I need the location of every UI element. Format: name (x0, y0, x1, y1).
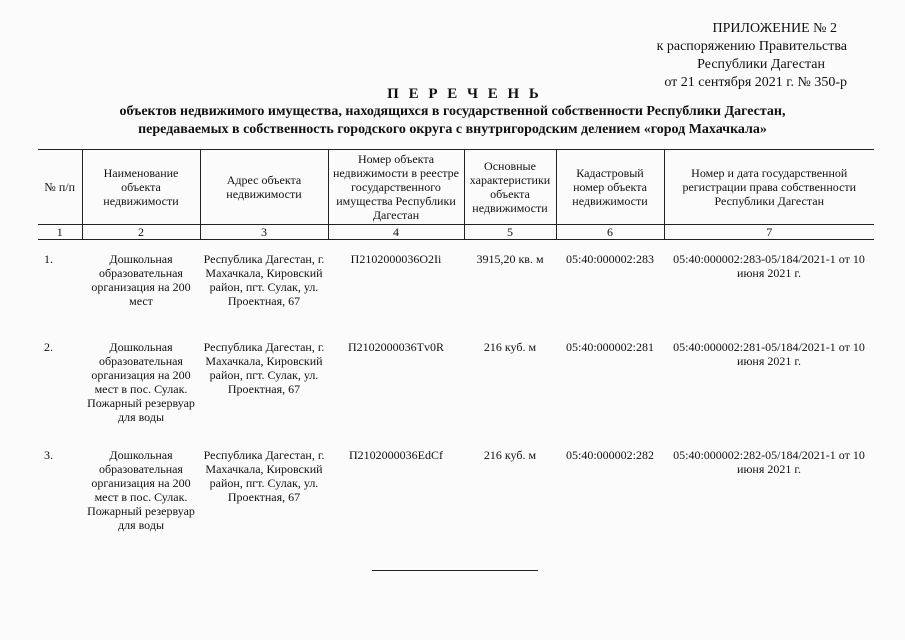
column-number-row (38, 225, 874, 240)
column-number: 1 (38, 225, 82, 240)
header-cadastral-number: Кадастровый номер объекта недвижимости (556, 150, 664, 225)
registration-record: 05:40:000002:281-05/184/2021-1 от 10 июня 2021 г. (673, 340, 865, 368)
row-number: 1. (44, 252, 53, 266)
object-characteristics: 216 куб. м (483, 340, 537, 354)
row-number: 3. (44, 448, 53, 462)
cadastral-number: 05:40:000002:281 (565, 340, 654, 354)
cadastral-number: 05:40:000002:283 (565, 252, 654, 266)
table-row (38, 240, 874, 329)
object-characteristics: 216 куб. м (483, 448, 537, 462)
table-header-row (38, 150, 874, 225)
header-characteristics: Основные характеристики объекта недвижимости (464, 150, 556, 225)
closing-line (372, 570, 538, 571)
header-registration: Номер и дата государственной регистрации права собственности Республики Дагестан (664, 150, 874, 225)
cadastral-number: 05:40:000002:282 (565, 448, 654, 462)
object-name: Дошкольная образовательная организация на 200 мест (91, 252, 191, 308)
column-number: 4 (328, 225, 464, 240)
column-number: 5 (464, 225, 556, 240)
header-number: № п/п (38, 150, 82, 225)
header-address: Адрес объекта недвижимости (200, 150, 328, 225)
header-registry-number: Номер объекта недвижимости в реестре государственного имущества Республики Дагестан (328, 150, 464, 225)
table-row (38, 436, 874, 532)
registration-record: 05:40:000002:283-05/184/2021-1 от 10 июня 2021 г. (673, 252, 865, 280)
appendix-date: от 21 сентября 2021 г. № 350-р (664, 75, 847, 90)
object-name: Дошкольная образовательная организация на 200 мест в пос. Сулак. Пожарный резервуар для воды (87, 340, 195, 424)
document-subtitle-line2: передаваемых в собственность городского округа с внутригородским делением «город Махачкала» (138, 122, 767, 137)
row-number: 2. (44, 340, 53, 354)
object-address: Республика Дагестан, г. Махачкала, Кировский район, пгт. Сулак, ул. Проектная, 67 (203, 340, 325, 396)
column-number: 2 (82, 225, 200, 240)
appendix-government: Республики Дагестан (697, 57, 825, 72)
property-table (38, 149, 874, 532)
column-number: 6 (556, 225, 664, 240)
document-title: П Е Р Е Ч Е Н Ь (387, 86, 542, 102)
appendix-reference: к распоряжению Правительства (656, 39, 847, 54)
registry-number: П2102000036O2Ii (350, 252, 442, 266)
table-row (38, 328, 874, 436)
object-characteristics: 3915,20 кв. м (476, 252, 544, 266)
object-address: Республика Дагестан, г. Махачкала, Кировский район, пгт. Сулак, ул. Проектная, 67 (203, 252, 325, 308)
column-number: 3 (200, 225, 328, 240)
registration-record: 05:40:000002:282-05/184/2021-1 от 10 июня 2021 г. (673, 448, 865, 476)
document-subtitle-line1: объектов недвижимого имущества, находящихся в государственной собственности Республики Дагестан, (119, 104, 786, 119)
registry-number: П2102000036EdCf (349, 448, 443, 462)
object-address: Республика Дагестан, г. Махачкала, Кировский район, пгт. Сулак, ул. Проектная, 67 (203, 448, 325, 504)
appendix-number: ПРИЛОЖЕНИЕ № 2 (712, 21, 837, 36)
column-number: 7 (664, 225, 874, 240)
registry-number: П2102000036Tv0R (348, 340, 444, 354)
header-name: Наименование объекта недвижимости (82, 150, 200, 225)
object-name: Дошкольная образовательная организация на 200 мест в пос. Сулак. Пожарный резервуар для воды (87, 448, 195, 532)
